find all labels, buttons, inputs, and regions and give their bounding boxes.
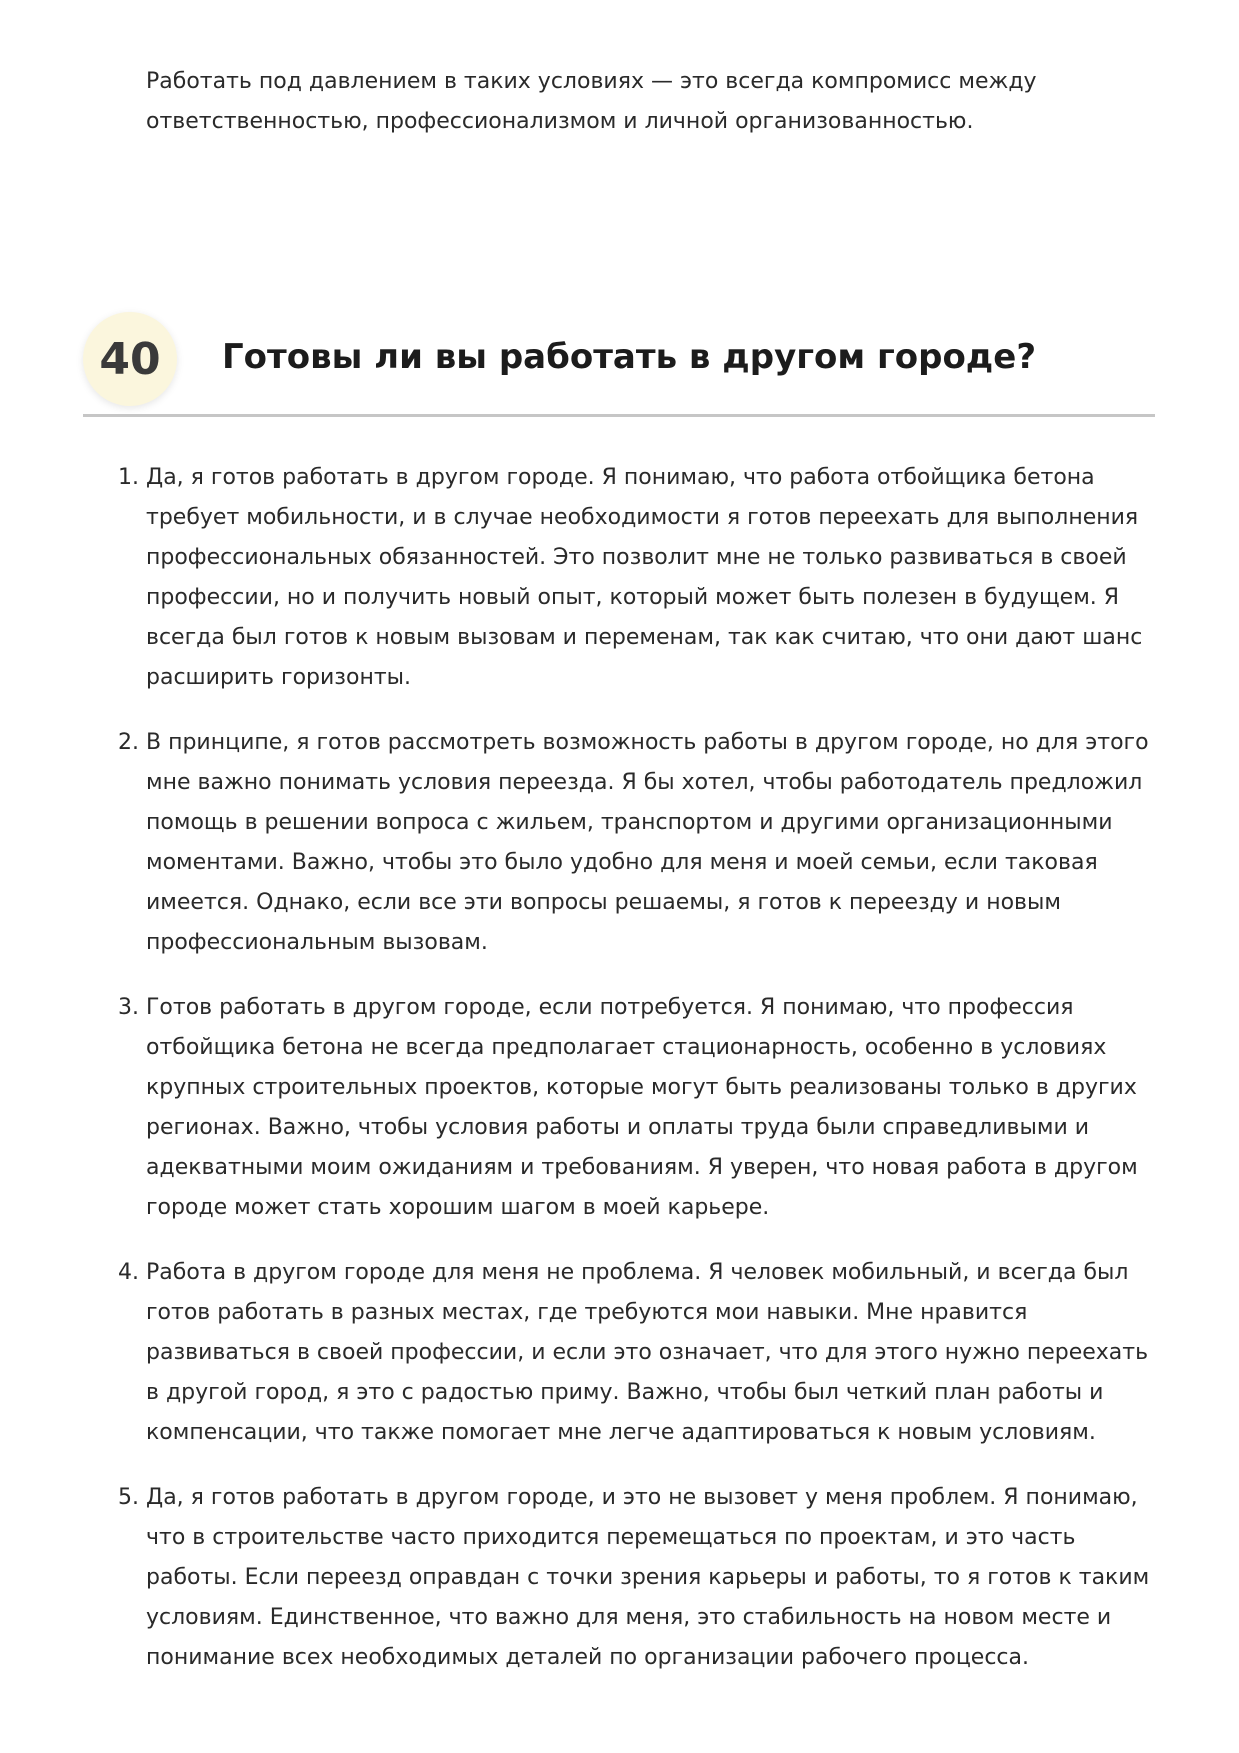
answer-item-5 <box>118 1478 1156 1678</box>
answer-item-1 <box>118 458 1156 698</box>
question-number-badge: 40 <box>83 312 177 406</box>
answer-number: 5. <box>118 1485 139 1510</box>
answer-item-2 <box>118 723 1156 963</box>
answer-number: 3. <box>118 995 139 1020</box>
question-title: Готовы ли вы работать в другом городе? <box>222 337 1037 377</box>
answer-item-4 <box>118 1253 1156 1453</box>
answer-list <box>118 458 1156 1703</box>
answer-item-3 <box>118 988 1156 1228</box>
answer-number: 2. <box>118 730 139 755</box>
answer-number: 1. <box>118 465 139 490</box>
answer-text: Готов работать в другом городе, если потребуется. Я понимаю, что профессия отбойщика бетона не всегда предполагает стационарность, особенно в условиях крупных строительных проектов, которые могут быть реализованы только в других регионах. Важно, чтобы условия работы и оплаты труда были справедливыми и адекватными моим ожиданиям и требованиям. Я уверен, что новая работа в другом городе может стать хорошим шагом в моей карьере. <box>146 995 1138 1220</box>
intro-paragraph: Работать под давлением в таких условиях — это всегда компромисс между ответственностью, профессионализмом и личной организованностью. <box>146 69 1037 134</box>
answer-text: Работа в другом городе для меня не проблема. Я человек мобильный, и всегда был готов работать в разных местах, где требуются мои навыки. Мне нравится развиваться в своей профессии, и если это означает, что для этого нужно переехать в другой город, я это с радостью приму. Важно, чтобы был четкий план работы и компенсации, что также помогает мне легче адаптироваться к новым условиям. <box>146 1260 1149 1445</box>
answer-number: 4. <box>118 1260 139 1285</box>
answer-text: Да, я готов работать в другом городе. Я понимаю, что работа отбойщика бетона требует мобильности, и в случае необходимости я готов переехать для выполнения профессиональных обязанностей. Это позволит мне не только развиваться в своей профессии, но и получить новый опыт, который может быть полезен в будущем. Я всегда был готов к новым вызовам и переменам, так как считаю, что они дают шанс расширить горизонты. <box>146 465 1143 690</box>
question-header <box>83 312 1155 417</box>
answer-text: В принципе, я готов рассмотреть возможность работы в другом городе, но для этого мне важно понимать условия переезда. Я бы хотел, чтобы работодатель предложил помощь в решении вопроса с жильем, транспортом и другими организационными моментами. Важно, чтобы это было удобно для меня и моей семьи, если таковая имеется. Однако, если все эти вопросы решаемы, я готов к переезду и новым профессиональным вызовам. <box>146 730 1149 955</box>
answer-text: Да, я готов работать в другом городе, и это не вызовет у меня проблем. Я понимаю, что в строительстве часто приходится перемещаться по проектам, и это часть работы. Если переезд оправдан с точки зрения карьеры и работы, то я готов к таким условиям. Единственное, что важно для меня, это стабильность на новом месте и понимание всех необходимых деталей по организации рабочего процесса. <box>146 1485 1150 1670</box>
